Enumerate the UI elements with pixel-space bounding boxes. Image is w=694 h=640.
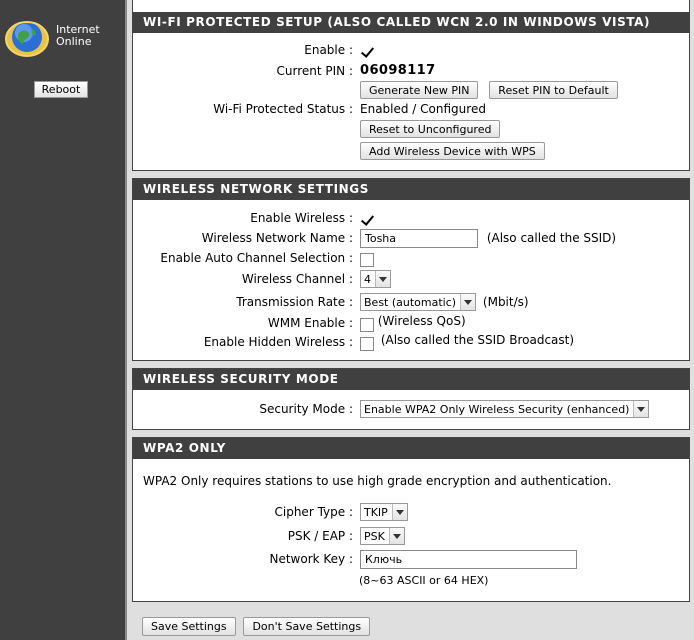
save-settings-button[interactable]: Save Settings (142, 617, 236, 636)
footer-actions (142, 617, 370, 636)
reset-unconfigured-button[interactable]: Reset to Unconfigured (360, 120, 500, 138)
cipher-type-select[interactable] (360, 503, 408, 521)
ssid-note: (Also called the SSID) (486, 231, 617, 245)
network-key-input[interactable] (360, 550, 577, 569)
status-line-2: Online (56, 35, 92, 48)
ssid-label: Wireless Network Name : (201, 231, 353, 245)
security-mode-section (132, 368, 690, 430)
wps-enable-label: Enable : (304, 43, 353, 57)
wireless-section-title: WIRELESS NETWORK SETTINGS (133, 179, 689, 200)
wpa2-section (132, 437, 690, 602)
wmm-checkbox[interactable] (360, 318, 374, 332)
network-key-label: Network Key : (269, 552, 353, 566)
hidden-wireless-note: (Also called the SSID Broadcast) (380, 333, 575, 347)
wireless-channel-value: 4 (364, 272, 371, 286)
auto-channel-label: Enable Auto Channel Selection : (160, 251, 353, 265)
chevron-down-icon (392, 504, 407, 520)
ssid-input[interactable] (360, 229, 478, 248)
wps-section (132, 0, 690, 171)
wmm-label: WMM Enable : (267, 316, 353, 330)
dont-save-settings-button[interactable]: Don't Save Settings (243, 617, 370, 636)
reboot-button[interactable]: Reboot (34, 81, 88, 98)
sidebar (0, 0, 125, 640)
wpa2-description: WPA2 Only requires stations to use high grade encryption and authentication. (143, 474, 612, 488)
main-content (125, 0, 694, 640)
wps-section-title: WI-FI PROTECTED SETUP (ALSO CALLED WCN 2.0 IN WINDOWS VISTA) (133, 12, 689, 33)
wps-status-value: Enabled / Configured (360, 102, 486, 116)
cipher-type-label: Cipher Type : (274, 505, 353, 519)
chevron-down-icon (633, 401, 648, 417)
globe-icon (4, 14, 50, 60)
security-mode-label: Security Mode : (259, 402, 353, 416)
enable-wireless-checkbox[interactable] (360, 213, 374, 227)
wps-status-label: Wi-Fi Protected Status : (213, 102, 353, 116)
chevron-down-icon (460, 294, 475, 310)
cipher-type-value: TKIP (364, 505, 388, 519)
reset-pin-default-button[interactable]: Reset PIN to Default (489, 81, 618, 99)
internet-status (4, 14, 124, 60)
chevron-down-icon (375, 271, 390, 287)
wireless-settings-section (132, 178, 690, 361)
generate-new-pin-button[interactable]: Generate New PIN (360, 81, 478, 99)
wireless-channel-label: Wireless Channel : (241, 272, 353, 286)
wmm-note: (Wireless QoS) (377, 314, 466, 328)
chevron-down-icon (389, 528, 404, 544)
hidden-wireless-checkbox[interactable] (360, 337, 374, 351)
enable-wireless-label: Enable Wireless : (250, 211, 353, 225)
transmission-rate-value: Best (automatic) (364, 295, 457, 309)
transmission-rate-label: Transmission Rate : (236, 295, 353, 309)
wireless-channel-select[interactable] (360, 270, 391, 288)
network-key-note: (8~63 ASCII or 64 HEX) (359, 574, 489, 587)
add-wireless-device-button[interactable]: Add Wireless Device with WPS (360, 142, 545, 160)
transmission-rate-select[interactable] (360, 293, 476, 311)
psk-eap-value: PSK (364, 529, 385, 543)
status-line-1: Internet (56, 23, 100, 36)
wps-enable-checkbox[interactable] (360, 45, 374, 59)
current-pin-value: 06098117 (360, 63, 436, 78)
security-mode-value: Enable WPA2 Only Wireless Security (enhanced) (364, 402, 630, 416)
security-section-title: WIRELESS SECURITY MODE (133, 369, 689, 390)
rate-unit: (Mbit/s) (482, 294, 529, 309)
wpa2-section-title: WPA2 ONLY (133, 438, 689, 459)
auto-channel-checkbox[interactable] (360, 253, 374, 267)
security-mode-select[interactable] (360, 400, 649, 418)
status-text (56, 24, 100, 48)
psk-eap-select[interactable] (360, 527, 405, 545)
current-pin-label: Current PIN : (276, 64, 353, 78)
hidden-wireless-label: Enable Hidden Wireless : (203, 335, 353, 349)
psk-eap-label: PSK / EAP : (287, 529, 353, 543)
